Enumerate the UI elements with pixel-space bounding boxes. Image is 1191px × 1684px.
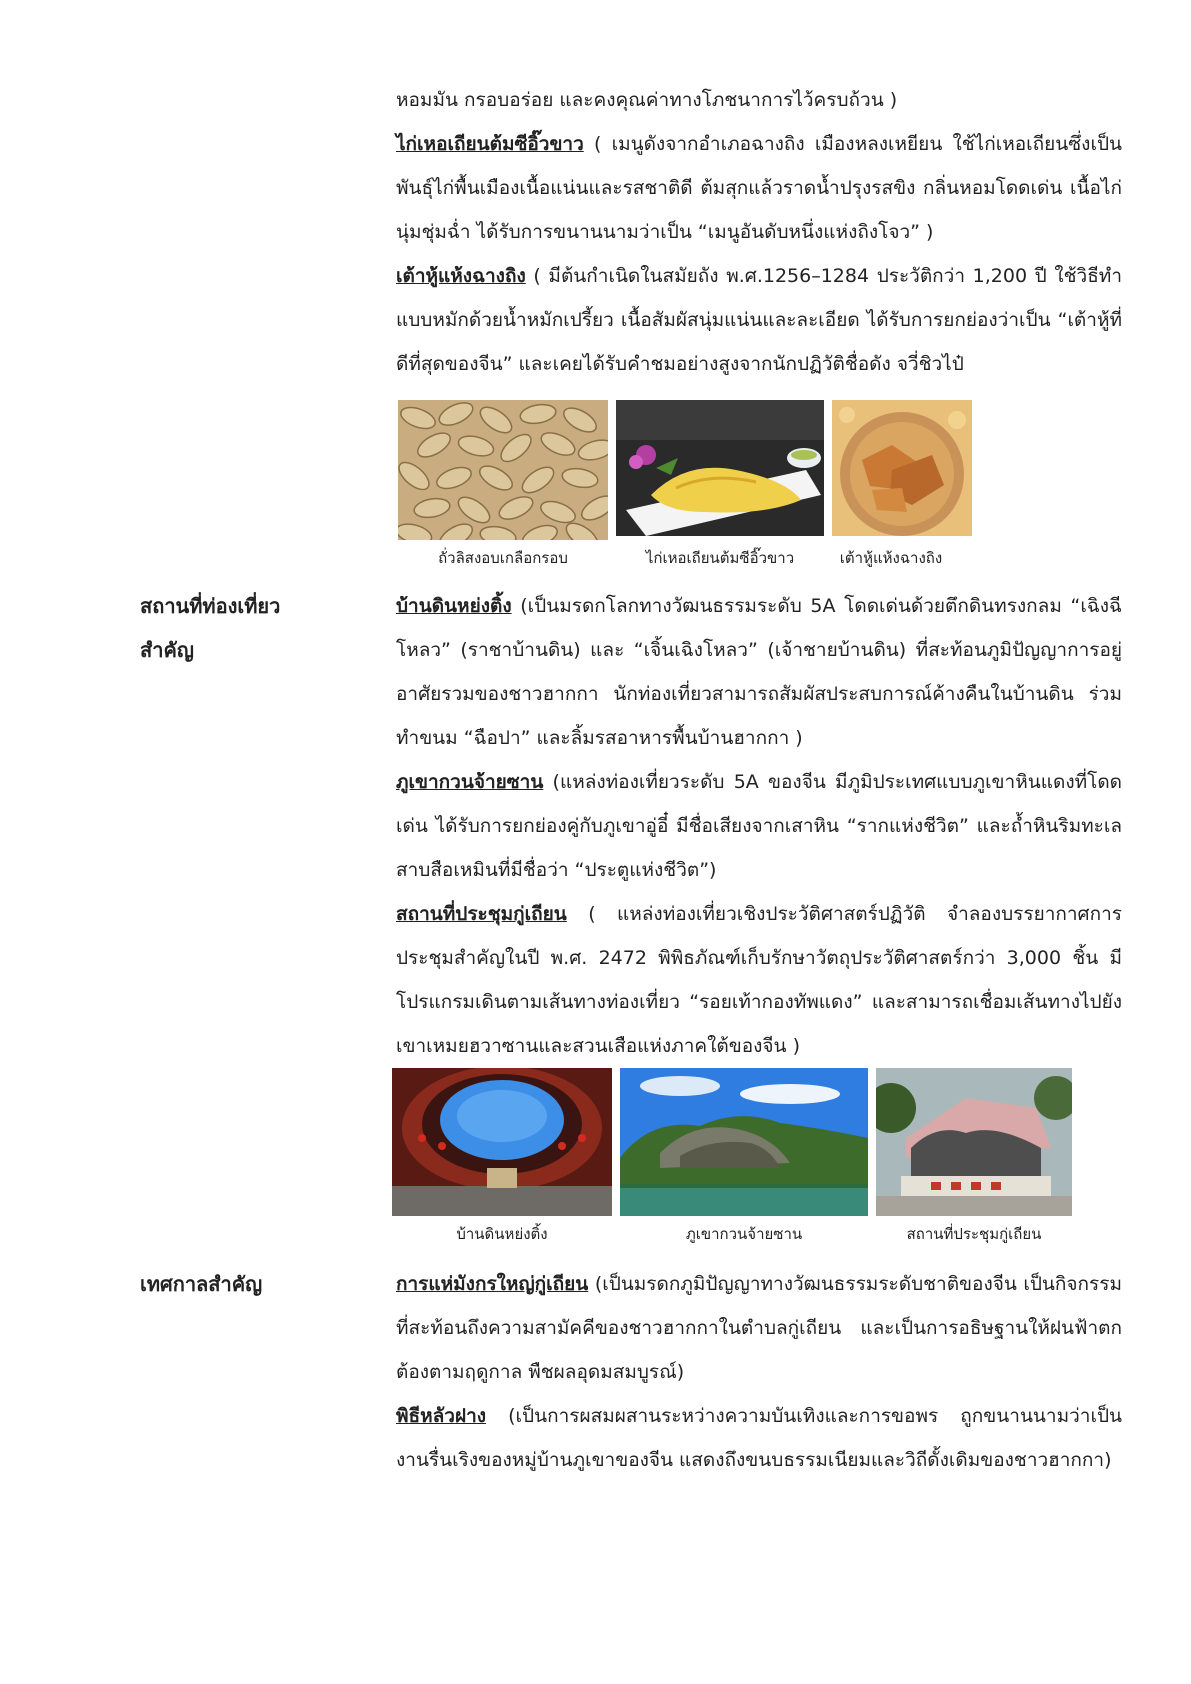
festivals-label: เทศกาลสำคัญ: [140, 1272, 263, 1296]
food-caption-chicken: ไก่เหอเถียนต้มซีอิ๊วขาว: [645, 549, 795, 567]
festival-title: พิธีหลัวฝาง: [396, 1405, 487, 1427]
gutian-meeting-photo: [876, 1068, 1072, 1216]
attractions-text-block: [396, 584, 1122, 1068]
attraction-title: บ้านดินหย่งติ้ง: [396, 595, 512, 617]
food-item-title: ไก่เหอเถียนต้มซีอิ๊วขาว: [396, 133, 584, 155]
attraction-text: ( แหล่งท่องเที่ยวเชิงประวัติศาสตร์ปฏิวัติ จำลองบรรยากาศการประชุมสำคัญในปี พ.ศ. 2472 พิพิธภัณฑ์เก็บรักษาวัตถุประวัติศาสตร์กว่า 3,000 ชิ้น มีโปรแกรมเดินตามเส้นทางท่องเที่ยว “รอยเท้ากองทัพแดง” และสามารถเชื่อมเส้นทางไปยังเขาเหมยฮวาซานและสวนเสือแห่งภาคใต้ของจีน ): [396, 903, 1122, 1057]
food-item-chicken: [396, 122, 1122, 254]
attraction-item: [396, 760, 1122, 892]
festival-text: (เป็นการผสมผสานระหว่างความบันเทิงและการขอพร ถูกขนานนามว่าเป็นงานรื่นเริงของหมู่บ้านภูเขาของจีน แสดงถึงขนบธรรมเนียมและวิถีดั้งเดิมของชาวฮากกา): [396, 1405, 1122, 1471]
attraction-item: [396, 584, 1122, 760]
food-text-continuation: หอมมัน กรอบอร่อย และคงคุณค่าทางโภชนาการไว้ครบถ้วน ): [396, 89, 898, 111]
food-text-block: [396, 78, 1122, 386]
food-item-text: ( มีต้นกำเนิดในสมัยถัง พ.ศ.1256–1284 ประวัติกว่า 1,200 ปี ใช้วิธีทำแบบหมักด้วยน้ำหมักเปรี้ยว เนื้อสัมผัสนุ่มแน่นและละเอียด ได้รับการยกย่องว่าเป็น “เต้าหู้ที่ดีที่สุดของจีน” และเคยได้รับคำชมอย่างสูงจากนักปฏิวัติชื่อดัง จวี่ชิวไป๋: [396, 265, 1122, 375]
place-caption-guanzhaishan: ภูเขากวนจ้ายซาน: [685, 1225, 803, 1243]
tulou-photo: [392, 1068, 612, 1216]
attractions-label-line1: สถานที่ท่องเที่ยว: [140, 594, 281, 618]
food-item-title: เต้าหู้แห้งฉางถิง: [396, 265, 526, 287]
festival-title: การแห่มังกรใหญ่กู่เถียน: [396, 1273, 589, 1295]
festival-item: [396, 1262, 1122, 1394]
festival-text: (เป็นมรดกภูมิปัญญาทางวัฒนธรรมระดับชาติของจีน เป็นกิจกรรมที่สะท้อนถึงความสามัคคีของชาวฮากกาในตำบลกู่เถียน และเป็นการอธิษฐานให้ฝนฟ้าตกต้องตามฤดูกาล พืชผลอุดมสมบูรณ์): [396, 1273, 1122, 1383]
place-caption-gutian: สถานที่ประชุมกู่เถียน: [906, 1225, 1042, 1243]
chicken-photo: [616, 400, 824, 536]
attraction-item: [396, 892, 1122, 1068]
attraction-text: (แหล่งท่องเที่ยวระดับ 5A ของจีน มีภูมิประเทศแบบภูเขาหินแดงที่โดดเด่น ได้รับการยกย่องคู่กับภูเขาอู่อี๋ มีชื่อเสียงจากเสาหิน “รากแห่งชีวิต” และถ้ำหินริมทะเลสาบสือเหมินที่มีชื่อว่า “ประตูแห่งชีวิต”): [396, 771, 1122, 881]
tofu-photo: [832, 400, 972, 536]
attraction-title: สถานที่ประชุมกู่เถียน: [396, 903, 567, 925]
attraction-title: ภูเขากวนจ้ายซาน: [396, 771, 544, 793]
guanzhaishan-photo: [620, 1068, 868, 1216]
place-photo-row: [392, 1068, 1080, 1216]
food-photo-row: [398, 400, 980, 540]
food-caption-peanuts: ถั่วลิสงอบเกลือกรอบ: [438, 549, 568, 567]
attraction-text: (เป็นมรดกโลกทางวัฒนธรรมระดับ 5A โดดเด่นด้วยตึกดินทรงกลม “เฉิงฉีโหลว” (ราชาบ้านดิน) และ “เจิ้นเฉิงโหลว” (เจ้าชายบ้านดิน) ที่สะท้อนภูมิปัญญาการอยู่อาศัยรวมของชาวฮากกา นักท่องเที่ยวสามารถสัมผัสประสบการณ์ค้างคืนในบ้านดิน ร่วมทำขนม “ฉือปา” และลิ้มรสอาหารพื้นบ้านฮากกา ): [396, 595, 1122, 749]
peanuts-photo: [398, 400, 608, 540]
attractions-label-line2: สำคัญ: [140, 638, 194, 662]
food-item-tofu: [396, 254, 1122, 386]
attractions-label: [140, 584, 380, 672]
food-item-text: ( เมนูดังจากอำเภอฉางถิง เมืองหลงเหยียน ใช้ไก่เหอเถียนซึ่งเป็นพันธุ์ไก่พื้นเมืองเนื้อแน่นและรสชาติดี ต้มสุกแล้วราดน้ำปรุงรสขิง กลิ่นหอมโดดเด่น เนื้อไก่นุ่มชุ่มฉ่ำ ได้รับการขนานนามว่าเป็น “เมนูอันดับหนึ่งแห่งถิงโจว” ): [396, 133, 1122, 243]
place-caption-tulou: บ้านดินหย่งติ้ง: [456, 1225, 548, 1243]
festivals-text-block: [396, 1262, 1122, 1482]
food-caption-tofu: เต้าหู้แห้งฉางถิง: [839, 549, 943, 567]
festival-item: [396, 1394, 1122, 1482]
